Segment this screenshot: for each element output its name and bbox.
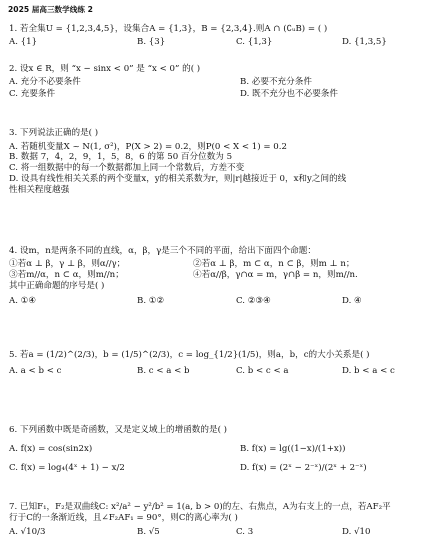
question-7-option-d[interactable]: D. √10: [342, 527, 371, 538]
question-2-option-c[interactable]: C. 充要条件: [9, 88, 56, 99]
question-1-option-a[interactable]: A. {1}: [9, 36, 38, 47]
question-5-option-a[interactable]: A. a < b < c: [9, 365, 62, 376]
question-1-stem: 1. 若全集U = {1,2,3,4,5}，设集合A = {1,3}，B = {2,3,4}.则A ∩ (∁ᵤB) = ( ): [9, 24, 328, 34]
question-5-options: [9, 366, 439, 378]
question-6-option-a[interactable]: A. f(x) = cos(sin2x): [9, 443, 93, 454]
exam-header: 2025 届高三数学线练 2: [8, 5, 93, 14]
proposition-4: ④若α//β，γ∩α = m，γ∩β = n，则m//n.: [193, 269, 358, 280]
question-7-option-a[interactable]: A. √10/3: [9, 527, 46, 538]
question-6-option-b[interactable]: B. f(x) = lg((1−x)/(1+x)): [240, 443, 346, 454]
question-6-option-d[interactable]: D. f(x) = (2ˣ − 2⁻ˣ)/(2ˣ + 2⁻ˣ): [240, 462, 367, 473]
question-1-option-c[interactable]: C. {1,3}: [236, 36, 273, 47]
question-2-options: [9, 77, 439, 103]
question-7-option-c[interactable]: C. 3: [236, 527, 254, 538]
question-4-propositions: [9, 259, 439, 281]
question-4-option-c[interactable]: C. ②③④: [236, 296, 271, 307]
question-5-option-d[interactable]: D. b < a < c: [342, 365, 395, 376]
question-1-options: [9, 37, 439, 49]
question-2-option-a[interactable]: A. 充分不必要条件: [9, 76, 81, 87]
question-3-option-a[interactable]: A. 若随机变量X ~ N(1, σ²)，P(X > 2) = 0.2，则P(0 < X < 1) = 0.2: [9, 141, 287, 152]
question-6-option-c[interactable]: C. f(x) = log₄(4ˣ + 1) − x/2: [9, 462, 125, 473]
question-3-option-d[interactable]: D. 设具有线性相关关系的两个变量x，y的相关系数为r，则|r|越接近于 0，x和y之间的线: [9, 173, 347, 184]
question-3-options: [9, 142, 439, 196]
question-7-stem-line-1: 7. 已知F₁，F₂是双曲线C: x²/a² − y²/b² = 1(a, b > 0)的左、右焦点，A为右支上的一点，若AF₂平: [9, 502, 391, 512]
question-6-options: [9, 441, 439, 481]
question-4: [9, 246, 439, 308]
question-5-stem: 5. 若a = (1/2)^(2/3)，b = (1/5)^(2/3)，c = log_{1/2}(1/5)，则a，b，c的大小关系是( ): [9, 350, 370, 360]
question-5-option-b[interactable]: B. c < a < b: [137, 365, 190, 376]
question-3-option-d-cont: 性相关程度越强: [9, 184, 70, 195]
question-4-option-d[interactable]: D. ④: [342, 296, 362, 307]
question-1-option-b[interactable]: B. {3}: [137, 36, 166, 47]
question-1: [9, 24, 439, 49]
question-7-options: [9, 527, 439, 539]
question-7-stem-line-2: 行于C的一条渐近线，且∠F₂AF₁ = 90°，则C的离心率为( ): [9, 512, 238, 523]
question-6-stem: 6. 下列函数中既是奇函数，又是定义域上的增函数的是( ): [9, 425, 228, 435]
question-4-options: [9, 296, 439, 308]
question-6: [9, 425, 439, 481]
question-4-question: 其中正确命题的序号是( ): [9, 280, 105, 291]
proposition-3: ③若m//α，n ⊂ α，则m//n；: [9, 269, 124, 280]
question-4-option-a[interactable]: A. ①④: [9, 296, 37, 307]
question-7-option-b[interactable]: B. √5: [137, 527, 160, 538]
proposition-2: ②若α ⊥ β，m ⊂ α，n ⊂ β，则m ⊥ n；: [193, 258, 355, 269]
question-2: [9, 64, 439, 103]
question-4-stem: 4. 设m，n是两条不同的直线，α，β，γ是三个不同的平面，给出下面四个命题：: [9, 246, 316, 256]
question-4-option-b[interactable]: B. ①②: [137, 296, 165, 307]
question-3-option-b[interactable]: B. 数据 7，4，2，9，1，5，8，6 的第 50 百分位数为 5: [9, 152, 233, 163]
question-5: [9, 350, 439, 378]
question-5-option-c[interactable]: C. b < c < a: [236, 365, 289, 376]
question-3: [9, 128, 439, 195]
question-2-option-b[interactable]: B. 必要不充分条件: [240, 76, 312, 87]
question-7: [9, 502, 439, 539]
question-2-option-d[interactable]: D. 既不充分也不必要条件: [240, 88, 338, 99]
question-2-stem: 2. 设x ∈ R，则 “x − sinx < 0” 是 “x < 0” 的( ): [9, 64, 201, 74]
question-3-stem: 3. 下列说法正确的是( ): [9, 128, 99, 138]
question-1-option-d[interactable]: D. {1,3,5}: [342, 36, 387, 47]
proposition-1: ①若α ⊥ β，γ ⊥ β，则α//γ；: [9, 258, 126, 269]
question-3-option-c[interactable]: C. 将一组数据中的每一个数据都加上同一个常数后，方差不变: [9, 163, 245, 174]
